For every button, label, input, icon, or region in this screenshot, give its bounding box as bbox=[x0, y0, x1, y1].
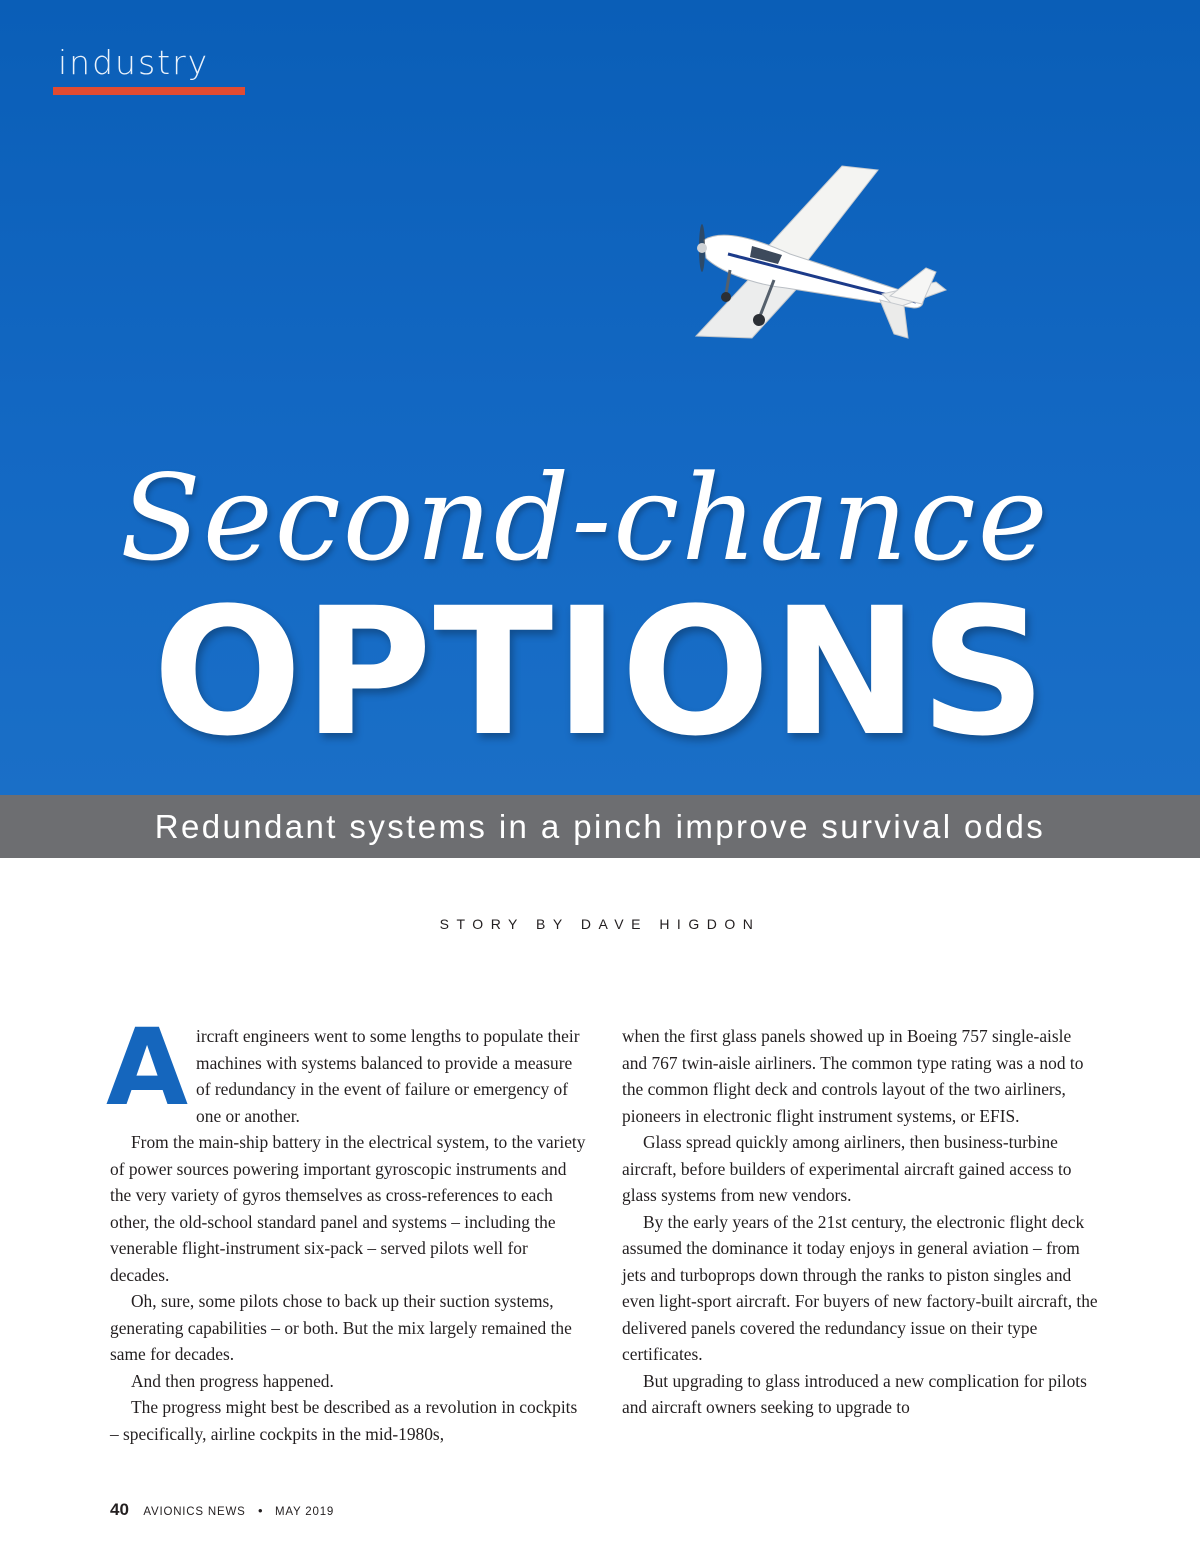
publication-name: AVIONICS NEWS bbox=[143, 1506, 246, 1518]
byline: STORY BY DAVE HIGDON bbox=[439, 916, 761, 932]
page-footer bbox=[110, 1500, 334, 1520]
page-number: 40 bbox=[110, 1500, 129, 1519]
paragraph: Glass spread quickly among airliners, then business-turbine aircraft, before builders of experimental aircraft gained access to glass systems from new vendors. bbox=[622, 1132, 1072, 1205]
section-label-underline bbox=[53, 87, 245, 95]
paragraph: But upgrading to glass introduced a new complication for pilots and aircraft owners seeking to upgrade to bbox=[622, 1370, 1087, 1417]
paragraph: From the main-ship battery in the electrical system, to the variety of power sources powering important gyroscopic instruments and the very variety of gyros themselves as cross-references to each other, the old-school standard panel and systems – including the venerable flight-instrument six-pack – served pilots well for decades. bbox=[110, 1132, 586, 1285]
article-column-left bbox=[106, 1006, 588, 1447]
section-label: industry bbox=[58, 43, 210, 82]
footer-separator: • bbox=[258, 1503, 263, 1518]
drop-cap: A bbox=[106, 1006, 189, 1129]
paragraph: Oh, sure, some pilots chose to back up their suction systems, generating capabilities – or both. But the mix largely remained the same for decades. bbox=[110, 1291, 572, 1364]
article-column-right bbox=[622, 1023, 1100, 1421]
paragraph: when the first glass panels showed up in Boeing 757 single-aisle and 767 twin-aisle airliners. The common type rating was a nod to the common flight deck and controls layout of the two airliners, pioneers in electronic flight instrument systems, or EFIS. bbox=[622, 1026, 1084, 1126]
subtitle: Redundant systems in a pinch improve survival odds bbox=[154, 808, 1046, 845]
paragraph: And then progress happened. bbox=[131, 1370, 334, 1391]
paragraph: The progress might best be described as a revolution in cockpits – specifically, airline cockpits in the mid-1980s, bbox=[110, 1397, 578, 1444]
paragraph: By the early years of the 21st century, the electronic flight deck assumed the dominance it today enjoys in general aviation – from jets and turboprops down through the ranks to piston singles and even light-sport aircraft. For buyers of new factory-built aircraft, the delivered panels covered the redundancy issue on their type certificates. bbox=[622, 1211, 1098, 1364]
issue-date: MAY 2019 bbox=[275, 1506, 335, 1518]
headline-bold: OPTIONS bbox=[152, 570, 1048, 775]
paragraph: Aircraft engineers went to some lengths to populate their machines with systems balanced to provide a measure of redundancy in the event of failure or emergency of one or another. bbox=[106, 1006, 580, 1129]
airplane-icon bbox=[690, 158, 950, 358]
headline-script: Second-chance bbox=[120, 449, 1050, 587]
